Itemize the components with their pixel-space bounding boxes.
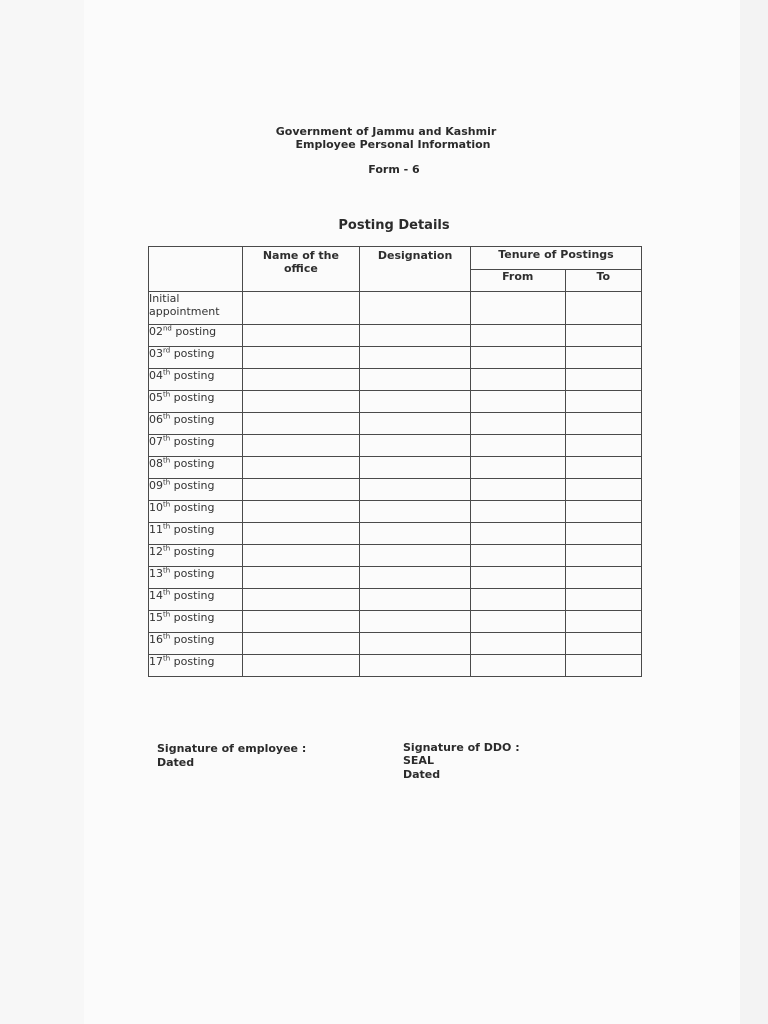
row-label: [149, 633, 243, 655]
designation-cell[interactable]: [360, 501, 471, 523]
row-label-suffix: posting: [170, 413, 215, 426]
office-cell[interactable]: [242, 325, 360, 347]
row-label: [149, 435, 243, 457]
row-label-number: 16: [149, 633, 163, 646]
row-label: [149, 523, 243, 545]
signature-ddo-label: Signature of DDO :: [403, 741, 520, 754]
designation-cell[interactable]: [360, 523, 471, 545]
from-cell[interactable]: [470, 413, 565, 435]
row-label-number: 07: [149, 435, 163, 448]
table-row: [149, 435, 642, 457]
office-cell[interactable]: [242, 655, 360, 677]
table-row: [149, 479, 642, 501]
from-cell[interactable]: [470, 435, 565, 457]
office-cell[interactable]: [242, 435, 360, 457]
table-row: [149, 611, 642, 633]
designation-cell[interactable]: [360, 611, 471, 633]
office-cell[interactable]: [242, 479, 360, 501]
row-label-ordinal: th: [163, 478, 171, 487]
to-cell[interactable]: [565, 347, 642, 369]
designation-cell[interactable]: [360, 391, 471, 413]
dated-employee-label: Dated: [157, 756, 195, 769]
row-label: [149, 413, 243, 435]
table-row: [149, 413, 642, 435]
table-row: [149, 369, 642, 391]
section-title: Posting Details: [338, 218, 450, 233]
from-cell[interactable]: [470, 545, 565, 567]
from-cell[interactable]: [470, 391, 565, 413]
row-label: [149, 567, 243, 589]
to-cell[interactable]: [565, 325, 642, 347]
to-cell[interactable]: [565, 457, 642, 479]
row-label-suffix: posting: [170, 589, 215, 602]
signature-employee-label: Signature of employee :: [157, 742, 307, 755]
row-label: [149, 501, 243, 523]
office-cell[interactable]: [242, 545, 360, 567]
from-cell[interactable]: [470, 369, 565, 391]
row-label-suffix: posting: [170, 545, 215, 558]
row-label-suffix: posting: [170, 501, 215, 514]
row-label-number: 13: [149, 567, 163, 580]
row-label-ordinal: nd: [163, 324, 172, 333]
row-label: [149, 325, 243, 347]
from-cell[interactable]: [470, 633, 565, 655]
header-office: [242, 247, 360, 292]
row-label: [149, 457, 243, 479]
office-cell[interactable]: [242, 567, 360, 589]
designation-cell[interactable]: [360, 545, 471, 567]
office-cell[interactable]: [242, 457, 360, 479]
table-row: [149, 457, 642, 479]
to-cell[interactable]: [565, 545, 642, 567]
designation-cell[interactable]: [360, 413, 471, 435]
row-label-ordinal: th: [163, 632, 171, 641]
table-row: [149, 589, 642, 611]
designation-cell[interactable]: [360, 369, 471, 391]
row-label-number: 05: [149, 391, 163, 404]
row-label-number: 02: [149, 325, 163, 338]
designation-cell[interactable]: [360, 292, 471, 325]
posting-rows: [149, 292, 642, 677]
to-cell[interactable]: [565, 479, 642, 501]
office-cell[interactable]: [242, 292, 360, 325]
to-cell[interactable]: [565, 435, 642, 457]
row-label-number: Initial appointment: [149, 292, 220, 318]
from-cell[interactable]: [470, 292, 565, 325]
row-label-ordinal: th: [163, 500, 171, 509]
row-label-ordinal: th: [163, 654, 171, 663]
row-label: [149, 479, 243, 501]
seal-label: SEAL: [403, 754, 434, 767]
row-label-number: 12: [149, 545, 163, 558]
row-label: [149, 655, 243, 677]
from-cell[interactable]: [470, 589, 565, 611]
header-cell-empty: [149, 247, 243, 292]
header-tenure: [470, 247, 641, 270]
row-label-suffix: posting: [170, 567, 215, 580]
row-label-number: 11: [149, 523, 163, 536]
form-number: Form - 6: [368, 163, 420, 176]
from-cell[interactable]: [470, 611, 565, 633]
row-label-ordinal: th: [163, 610, 171, 619]
header-designation: [360, 247, 471, 292]
from-cell[interactable]: [470, 479, 565, 501]
to-cell[interactable]: [565, 611, 642, 633]
from-cell[interactable]: [470, 567, 565, 589]
designation-cell[interactable]: [360, 633, 471, 655]
table-row: [149, 391, 642, 413]
designation-cell[interactable]: [360, 655, 471, 677]
table-row: [149, 347, 642, 369]
to-cell[interactable]: [565, 369, 642, 391]
designation-cell[interactable]: [360, 567, 471, 589]
row-label-ordinal: th: [163, 368, 171, 377]
header-to: To: [565, 270, 642, 292]
to-cell[interactable]: [565, 523, 642, 545]
table-row: [149, 567, 642, 589]
designation-cell[interactable]: [360, 347, 471, 369]
row-label-suffix: posting: [170, 655, 215, 668]
header-office-label: Name of the office: [262, 249, 339, 275]
row-label-suffix: posting: [170, 369, 215, 382]
to-cell[interactable]: [565, 655, 642, 677]
office-cell[interactable]: [242, 413, 360, 435]
row-label-number: 08: [149, 457, 163, 470]
table-row: [149, 545, 642, 567]
row-label-number: 15: [149, 611, 163, 624]
row-label-ordinal: th: [163, 522, 171, 531]
to-cell[interactable]: [565, 501, 642, 523]
row-label-ordinal: th: [163, 412, 171, 421]
scan-margin-left: [0, 0, 84, 1024]
to-cell[interactable]: [565, 413, 642, 435]
row-label-number: 03: [149, 347, 163, 360]
row-label-suffix: posting: [170, 457, 215, 470]
office-cell[interactable]: [242, 391, 360, 413]
row-label-number: 10: [149, 501, 163, 514]
table-row: [149, 633, 642, 655]
table-row: [149, 292, 642, 325]
to-cell[interactable]: [565, 292, 642, 325]
row-label: [149, 545, 243, 567]
table-row: [149, 501, 642, 523]
row-label-number: 14: [149, 589, 163, 602]
row-label-ordinal: th: [163, 456, 171, 465]
office-cell[interactable]: [242, 523, 360, 545]
row-label-ordinal: rd: [163, 346, 171, 355]
from-cell[interactable]: [470, 457, 565, 479]
row-label-ordinal: th: [163, 544, 171, 553]
row-label-ordinal: th: [163, 390, 171, 399]
posting-details-table: [148, 246, 642, 677]
header-government: Government of Jammu and Kashmir: [275, 125, 497, 138]
header-designation-label: Designation: [377, 249, 453, 262]
dated-ddo-label: Dated: [403, 768, 441, 781]
from-cell[interactable]: [470, 523, 565, 545]
scan-margin-right: [740, 0, 768, 1024]
header-form-subtitle: Employee Personal Information: [295, 138, 491, 151]
row-label: [149, 292, 243, 325]
row-label-ordinal: th: [163, 434, 171, 443]
designation-cell[interactable]: [360, 479, 471, 501]
row-label-suffix: posting: [170, 523, 215, 536]
row-label-suffix: posting: [170, 391, 215, 404]
designation-cell[interactable]: [360, 435, 471, 457]
header-tenure-label: Tenure of Postings: [498, 248, 614, 261]
row-label-ordinal: th: [163, 566, 171, 575]
from-cell[interactable]: [470, 655, 565, 677]
row-label-suffix: posting: [171, 325, 217, 338]
from-cell[interactable]: [470, 347, 565, 369]
table-row: [149, 325, 642, 347]
table-row: [149, 523, 642, 545]
to-cell[interactable]: [565, 589, 642, 611]
row-label-suffix: posting: [170, 633, 215, 646]
row-label-suffix: posting: [170, 347, 215, 360]
row-label-suffix: posting: [170, 611, 215, 624]
table-row: [149, 655, 642, 677]
row-label-number: 06: [149, 413, 163, 426]
row-label-number: 17: [149, 655, 163, 668]
designation-cell[interactable]: [360, 589, 471, 611]
row-label: [149, 391, 243, 413]
from-cell[interactable]: [470, 325, 565, 347]
to-cell[interactable]: [565, 391, 642, 413]
row-label-number: 04: [149, 369, 163, 382]
row-label: [149, 369, 243, 391]
office-cell[interactable]: [242, 589, 360, 611]
row-label-number: 09: [149, 479, 163, 492]
office-cell[interactable]: [242, 501, 360, 523]
row-label: [149, 347, 243, 369]
row-label-suffix: posting: [170, 479, 215, 492]
to-cell[interactable]: [565, 567, 642, 589]
office-cell[interactable]: [242, 347, 360, 369]
header-from: From: [470, 270, 565, 292]
to-cell[interactable]: [565, 633, 642, 655]
office-cell[interactable]: [242, 633, 360, 655]
designation-cell[interactable]: [360, 325, 471, 347]
row-label-ordinal: th: [163, 588, 171, 597]
row-label: [149, 611, 243, 633]
office-cell[interactable]: [242, 611, 360, 633]
row-label: [149, 589, 243, 611]
row-label-suffix: posting: [170, 435, 215, 448]
from-cell[interactable]: [470, 501, 565, 523]
office-cell[interactable]: [242, 369, 360, 391]
designation-cell[interactable]: [360, 457, 471, 479]
